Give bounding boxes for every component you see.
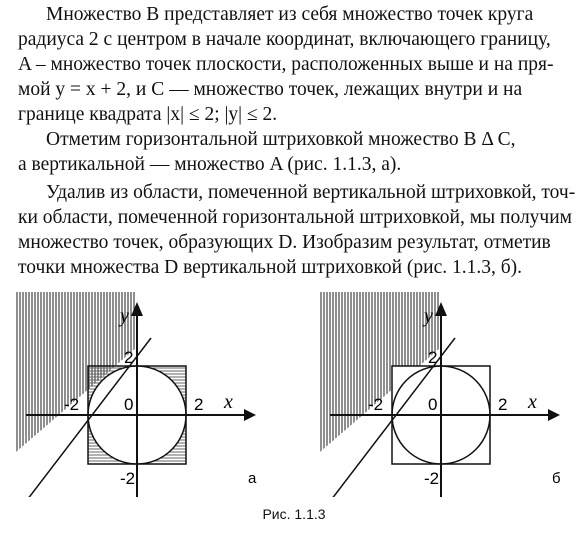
text-line: Удалив из области, помеченной вертикальной штриховкой, точ- [46,182,576,203]
tick-label-x-neg: -2 [368,395,384,414]
tick-label-x-pos: 2 [498,395,508,414]
y-axis-label: y [120,305,129,327]
text-line: границе квадрата |x| ≤ 2; |y| ≤ 2. [18,104,278,125]
text-line: радиуса 2 с центром в начале координат, включающего границу, [18,29,551,50]
figure-sublabel: б [552,470,561,487]
tick-label-y-pos: 2 [428,348,438,367]
origin-label: 0 [428,395,438,414]
tick-label-x-pos: 2 [194,395,204,414]
text-line: а вертикальной — множество A (рис. 1.1.3, а). [18,154,402,175]
x-axis-label: x [224,391,233,413]
paragraph-hatching [18,127,578,177]
tick-label-y-pos: 2 [124,348,134,367]
figure-caption: Рис. 1.1.3 [262,506,326,522]
text-line: Множество B представляет из себя множество точек круга [46,4,534,25]
x-axis-label: x [528,391,537,413]
y-axis-label: y [424,305,433,327]
text-line: A – множество точек плоскости, расположенных выше и на пря- [18,54,554,75]
paragraph-sets-definition [18,2,578,127]
paragraph-result [18,180,578,280]
figure-b [320,292,580,497]
origin-label: 0 [124,395,134,414]
text-line: множество точек, образующих D. Изобразим результат, отметив [18,232,551,253]
text-line: точки множества D вертикальной штриховкой (рис. 1.1.3, б). [18,257,523,278]
x-axis-arrow-icon [548,409,560,421]
text-line: Отметим горизонтальной штриховкой множество B Δ C, [46,129,516,150]
figure-sublabel: а [248,470,257,487]
tick-label-y-neg: -2 [120,469,136,488]
tick-label-y-neg: -2 [424,469,440,488]
text-line: мой y = x + 2, и C — множество точек, лежащих внутри и на [18,79,523,100]
tick-label-x-neg: -2 [64,395,80,414]
x-axis-arrow-icon [244,409,256,421]
figure-a [16,292,276,497]
text-line: ки области, помеченной горизонтальной штриховкой, мы получим [18,207,573,228]
